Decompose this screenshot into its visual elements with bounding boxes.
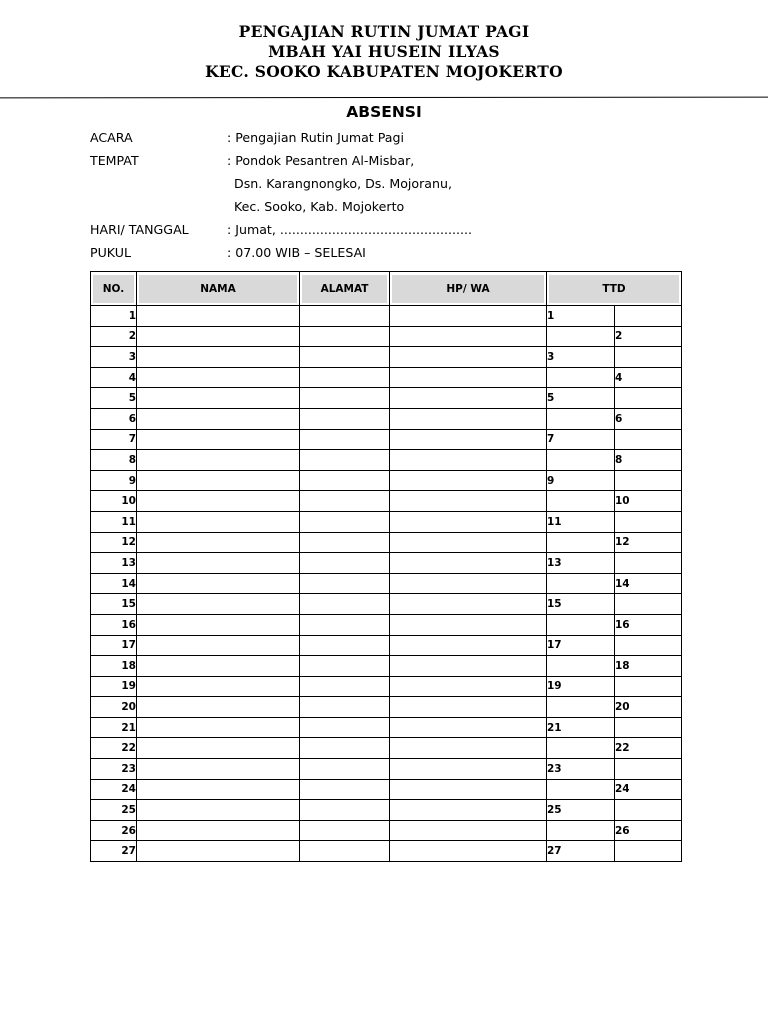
ttd-left-cell[interactable] xyxy=(547,408,615,429)
ttd-left-cell[interactable]: 1 xyxy=(547,306,615,327)
alamat-cell[interactable] xyxy=(300,717,390,738)
hp-wa-cell[interactable] xyxy=(390,367,547,388)
column-header-nama: NAMA xyxy=(137,272,300,306)
row-number: 12 xyxy=(91,532,137,553)
hp-wa-cell[interactable] xyxy=(390,759,547,780)
ttd-right-cell[interactable] xyxy=(615,635,682,656)
nama-cell[interactable] xyxy=(137,738,300,759)
table-row xyxy=(91,367,682,388)
event-info xyxy=(90,128,690,266)
ttd-right-cell[interactable]: 22 xyxy=(615,738,682,759)
hp-wa-cell[interactable] xyxy=(390,491,547,512)
table-header-row xyxy=(91,272,682,306)
alamat-cell[interactable] xyxy=(300,470,390,491)
ttd-right-cell[interactable]: 4 xyxy=(615,367,682,388)
ttd-right-cell[interactable]: 26 xyxy=(615,820,682,841)
ttd-right-cell[interactable] xyxy=(615,676,682,697)
info-row-tempat xyxy=(90,151,690,174)
column-header-hp-wa: HP/ WA xyxy=(390,272,547,306)
alamat-cell[interactable] xyxy=(300,759,390,780)
info-row-tempat-2 xyxy=(90,174,690,197)
hp-wa-cell[interactable] xyxy=(390,450,547,471)
info-row-tempat-3 xyxy=(90,197,690,220)
row-number: 2 xyxy=(91,326,137,347)
hp-wa-cell[interactable] xyxy=(390,511,547,532)
hp-wa-cell[interactable] xyxy=(390,553,547,574)
nama-cell[interactable] xyxy=(137,470,300,491)
alamat-cell[interactable] xyxy=(300,676,390,697)
ttd-left-cell[interactable]: 5 xyxy=(547,388,615,409)
ttd-left-cell[interactable] xyxy=(547,779,615,800)
nama-cell[interactable] xyxy=(137,779,300,800)
alamat-cell[interactable] xyxy=(300,738,390,759)
table-row xyxy=(91,511,682,532)
header-line-2: MBAH YAI HUSEIN ILYAS xyxy=(268,42,500,61)
ttd-left-cell[interactable]: 13 xyxy=(547,553,615,574)
ttd-right-cell[interactable]: 16 xyxy=(615,614,682,635)
row-number: 26 xyxy=(91,820,137,841)
hp-wa-cell[interactable] xyxy=(390,470,547,491)
ttd-left-cell[interactable] xyxy=(547,656,615,677)
table-row xyxy=(91,553,682,574)
hari-value: : Jumat, ................................................ xyxy=(227,222,473,237)
ttd-right-cell[interactable]: 20 xyxy=(615,697,682,718)
ttd-right-cell[interactable] xyxy=(615,388,682,409)
document-header xyxy=(0,22,768,82)
row-number: 21 xyxy=(91,717,137,738)
table-row xyxy=(91,532,682,553)
alamat-cell[interactable] xyxy=(300,408,390,429)
table-row xyxy=(91,573,682,594)
table-row xyxy=(91,656,682,677)
info-row-hari xyxy=(90,220,690,243)
hari-label: HARI/ TANGGAL xyxy=(90,222,189,237)
alamat-cell[interactable] xyxy=(300,656,390,677)
ttd-right-cell[interactable]: 10 xyxy=(615,491,682,512)
ttd-left-cell[interactable] xyxy=(547,820,615,841)
ttd-right-cell[interactable] xyxy=(615,347,682,368)
ttd-right-cell[interactable] xyxy=(615,511,682,532)
row-number: 1 xyxy=(91,306,137,327)
ttd-left-cell[interactable]: 25 xyxy=(547,800,615,821)
nama-cell[interactable] xyxy=(137,759,300,780)
column-header-alamat: ALAMAT xyxy=(300,272,390,306)
alamat-cell[interactable] xyxy=(300,429,390,450)
hp-wa-cell[interactable] xyxy=(390,429,547,450)
nama-cell[interactable] xyxy=(137,573,300,594)
hp-wa-cell[interactable] xyxy=(390,676,547,697)
ttd-left-cell[interactable]: 27 xyxy=(547,841,615,862)
table-row xyxy=(91,841,682,862)
hp-wa-cell[interactable] xyxy=(390,635,547,656)
row-number: 13 xyxy=(91,553,137,574)
row-number: 20 xyxy=(91,697,137,718)
ttd-right-cell[interactable]: 12 xyxy=(615,532,682,553)
table-row xyxy=(91,676,682,697)
nama-cell[interactable] xyxy=(137,491,300,512)
row-number: 18 xyxy=(91,656,137,677)
table-row xyxy=(91,697,682,718)
hp-wa-cell[interactable] xyxy=(390,306,547,327)
nama-cell[interactable] xyxy=(137,656,300,677)
alamat-cell[interactable] xyxy=(300,841,390,862)
pukul-value: : 07.00 WIB – SELESAI xyxy=(227,245,366,260)
row-number: 3 xyxy=(91,347,137,368)
nama-cell[interactable] xyxy=(137,717,300,738)
ttd-right-cell[interactable] xyxy=(615,594,682,615)
row-number: 7 xyxy=(91,429,137,450)
hp-wa-cell[interactable] xyxy=(390,408,547,429)
row-number: 4 xyxy=(91,367,137,388)
ttd-left-cell[interactable] xyxy=(547,326,615,347)
tempat-label: TEMPAT xyxy=(90,153,139,168)
ttd-right-cell[interactable] xyxy=(615,306,682,327)
nama-cell[interactable] xyxy=(137,841,300,862)
table-row xyxy=(91,388,682,409)
alamat-cell[interactable] xyxy=(300,697,390,718)
nama-cell[interactable] xyxy=(137,388,300,409)
info-row-pukul xyxy=(90,243,690,266)
ttd-left-cell[interactable] xyxy=(547,491,615,512)
ttd-left-cell[interactable]: 23 xyxy=(547,759,615,780)
info-row-acara xyxy=(90,128,690,151)
table-row xyxy=(91,738,682,759)
hp-wa-cell[interactable] xyxy=(390,738,547,759)
nama-cell[interactable] xyxy=(137,676,300,697)
nama-cell[interactable] xyxy=(137,635,300,656)
row-number: 10 xyxy=(91,491,137,512)
hp-wa-cell[interactable] xyxy=(390,800,547,821)
table-row xyxy=(91,450,682,471)
ttd-left-cell[interactable] xyxy=(547,697,615,718)
nama-cell[interactable] xyxy=(137,594,300,615)
hp-wa-cell[interactable] xyxy=(390,614,547,635)
hp-wa-cell[interactable] xyxy=(390,779,547,800)
row-number: 17 xyxy=(91,635,137,656)
document-title: ABSENSI xyxy=(346,103,422,121)
hp-wa-cell[interactable] xyxy=(390,326,547,347)
row-number: 27 xyxy=(91,841,137,862)
hp-wa-cell[interactable] xyxy=(390,841,547,862)
hp-wa-cell[interactable] xyxy=(390,388,547,409)
ttd-left-cell[interactable]: 17 xyxy=(547,635,615,656)
hp-wa-cell[interactable] xyxy=(390,594,547,615)
alamat-cell[interactable] xyxy=(300,450,390,471)
hp-wa-cell[interactable] xyxy=(390,697,547,718)
header-line-3: KEC. SOOKO KABUPATEN MOJOKERTO xyxy=(205,62,563,81)
acara-value: : Pengajian Rutin Jumat Pagi xyxy=(227,130,404,145)
table-row xyxy=(91,491,682,512)
ttd-right-cell[interactable]: 8 xyxy=(615,450,682,471)
row-number: 9 xyxy=(91,470,137,491)
ttd-right-cell[interactable] xyxy=(615,759,682,780)
tempat-value: : Pondok Pesantren Al-Misbar, xyxy=(227,153,415,168)
table-row xyxy=(91,594,682,615)
table-row xyxy=(91,759,682,780)
alamat-cell[interactable] xyxy=(300,367,390,388)
table-row xyxy=(91,717,682,738)
nama-cell[interactable] xyxy=(137,532,300,553)
header-divider xyxy=(0,97,768,99)
nama-cell[interactable] xyxy=(137,697,300,718)
alamat-cell[interactable] xyxy=(300,388,390,409)
nama-cell[interactable] xyxy=(137,450,300,471)
ttd-right-cell[interactable]: 24 xyxy=(615,779,682,800)
ttd-left-cell[interactable]: 15 xyxy=(547,594,615,615)
ttd-right-cell[interactable] xyxy=(615,470,682,491)
alamat-cell[interactable] xyxy=(300,820,390,841)
alamat-cell[interactable] xyxy=(300,614,390,635)
alamat-cell[interactable] xyxy=(300,800,390,821)
nama-cell[interactable] xyxy=(137,408,300,429)
row-number: 22 xyxy=(91,738,137,759)
row-number: 11 xyxy=(91,511,137,532)
alamat-cell[interactable] xyxy=(300,511,390,532)
column-header-ttd: TTD xyxy=(547,272,682,306)
pukul-label: PUKUL xyxy=(90,245,131,260)
ttd-left-cell[interactable]: 7 xyxy=(547,429,615,450)
hp-wa-cell[interactable] xyxy=(390,656,547,677)
row-number: 8 xyxy=(91,450,137,471)
nama-cell[interactable] xyxy=(137,553,300,574)
header-line-1: PENGAJIAN RUTIN JUMAT PAGI xyxy=(238,22,530,41)
hp-wa-cell[interactable] xyxy=(390,573,547,594)
nama-cell[interactable] xyxy=(137,511,300,532)
ttd-left-cell[interactable]: 9 xyxy=(547,470,615,491)
alamat-cell[interactable] xyxy=(300,306,390,327)
alamat-cell[interactable] xyxy=(300,635,390,656)
ttd-left-cell[interactable] xyxy=(547,738,615,759)
ttd-right-cell[interactable] xyxy=(615,429,682,450)
nama-cell[interactable] xyxy=(137,347,300,368)
alamat-cell[interactable] xyxy=(300,779,390,800)
column-header-no: NO. xyxy=(91,272,137,306)
row-number: 24 xyxy=(91,779,137,800)
ttd-right-cell[interactable] xyxy=(615,841,682,862)
table-row xyxy=(91,470,682,491)
table-row xyxy=(91,408,682,429)
alamat-cell[interactable] xyxy=(300,347,390,368)
alamat-cell[interactable] xyxy=(300,326,390,347)
alamat-cell[interactable] xyxy=(300,491,390,512)
ttd-left-cell[interactable]: 19 xyxy=(547,676,615,697)
nama-cell[interactable] xyxy=(137,326,300,347)
hp-wa-cell[interactable] xyxy=(390,820,547,841)
table-row xyxy=(91,800,682,821)
ttd-left-cell[interactable] xyxy=(547,450,615,471)
row-number: 19 xyxy=(91,676,137,697)
ttd-left-cell[interactable]: 21 xyxy=(547,717,615,738)
row-number: 16 xyxy=(91,614,137,635)
nama-cell[interactable] xyxy=(137,306,300,327)
nama-cell[interactable] xyxy=(137,614,300,635)
table-row xyxy=(91,347,682,368)
tempat-line-3: Kec. Sooko, Kab. Mojokerto xyxy=(234,199,405,214)
row-number: 6 xyxy=(91,408,137,429)
nama-cell[interactable] xyxy=(137,367,300,388)
attendance-table xyxy=(90,271,682,862)
table-row xyxy=(91,635,682,656)
table-row xyxy=(91,614,682,635)
attendance-table-body xyxy=(91,306,682,862)
tempat-line-2: Dsn. Karangnongko, Ds. Mojoranu, xyxy=(234,176,452,191)
ttd-left-cell[interactable] xyxy=(547,367,615,388)
row-number: 15 xyxy=(91,594,137,615)
ttd-right-cell[interactable]: 6 xyxy=(615,408,682,429)
row-number: 25 xyxy=(91,800,137,821)
ttd-right-cell[interactable] xyxy=(615,717,682,738)
ttd-left-cell[interactable]: 11 xyxy=(547,511,615,532)
nama-cell[interactable] xyxy=(137,429,300,450)
ttd-right-cell[interactable] xyxy=(615,800,682,821)
ttd-left-cell[interactable] xyxy=(547,573,615,594)
hp-wa-cell[interactable] xyxy=(390,347,547,368)
table-row xyxy=(91,779,682,800)
row-number: 5 xyxy=(91,388,137,409)
alamat-cell[interactable] xyxy=(300,594,390,615)
nama-cell[interactable] xyxy=(137,800,300,821)
ttd-left-cell[interactable] xyxy=(547,614,615,635)
table-row xyxy=(91,429,682,450)
ttd-right-cell[interactable]: 2 xyxy=(615,326,682,347)
alamat-cell[interactable] xyxy=(300,532,390,553)
acara-label: ACARA xyxy=(90,130,133,145)
table-row xyxy=(91,306,682,327)
row-number: 14 xyxy=(91,573,137,594)
hp-wa-cell[interactable] xyxy=(390,717,547,738)
alamat-cell[interactable] xyxy=(300,553,390,574)
table-row xyxy=(91,820,682,841)
ttd-right-cell[interactable]: 14 xyxy=(615,573,682,594)
row-number: 23 xyxy=(91,759,137,780)
hp-wa-cell[interactable] xyxy=(390,532,547,553)
alamat-cell[interactable] xyxy=(300,573,390,594)
ttd-left-cell[interactable] xyxy=(547,532,615,553)
table-row xyxy=(91,326,682,347)
ttd-left-cell[interactable]: 3 xyxy=(547,347,615,368)
ttd-right-cell[interactable]: 18 xyxy=(615,656,682,677)
ttd-right-cell[interactable] xyxy=(615,553,682,574)
nama-cell[interactable] xyxy=(137,820,300,841)
